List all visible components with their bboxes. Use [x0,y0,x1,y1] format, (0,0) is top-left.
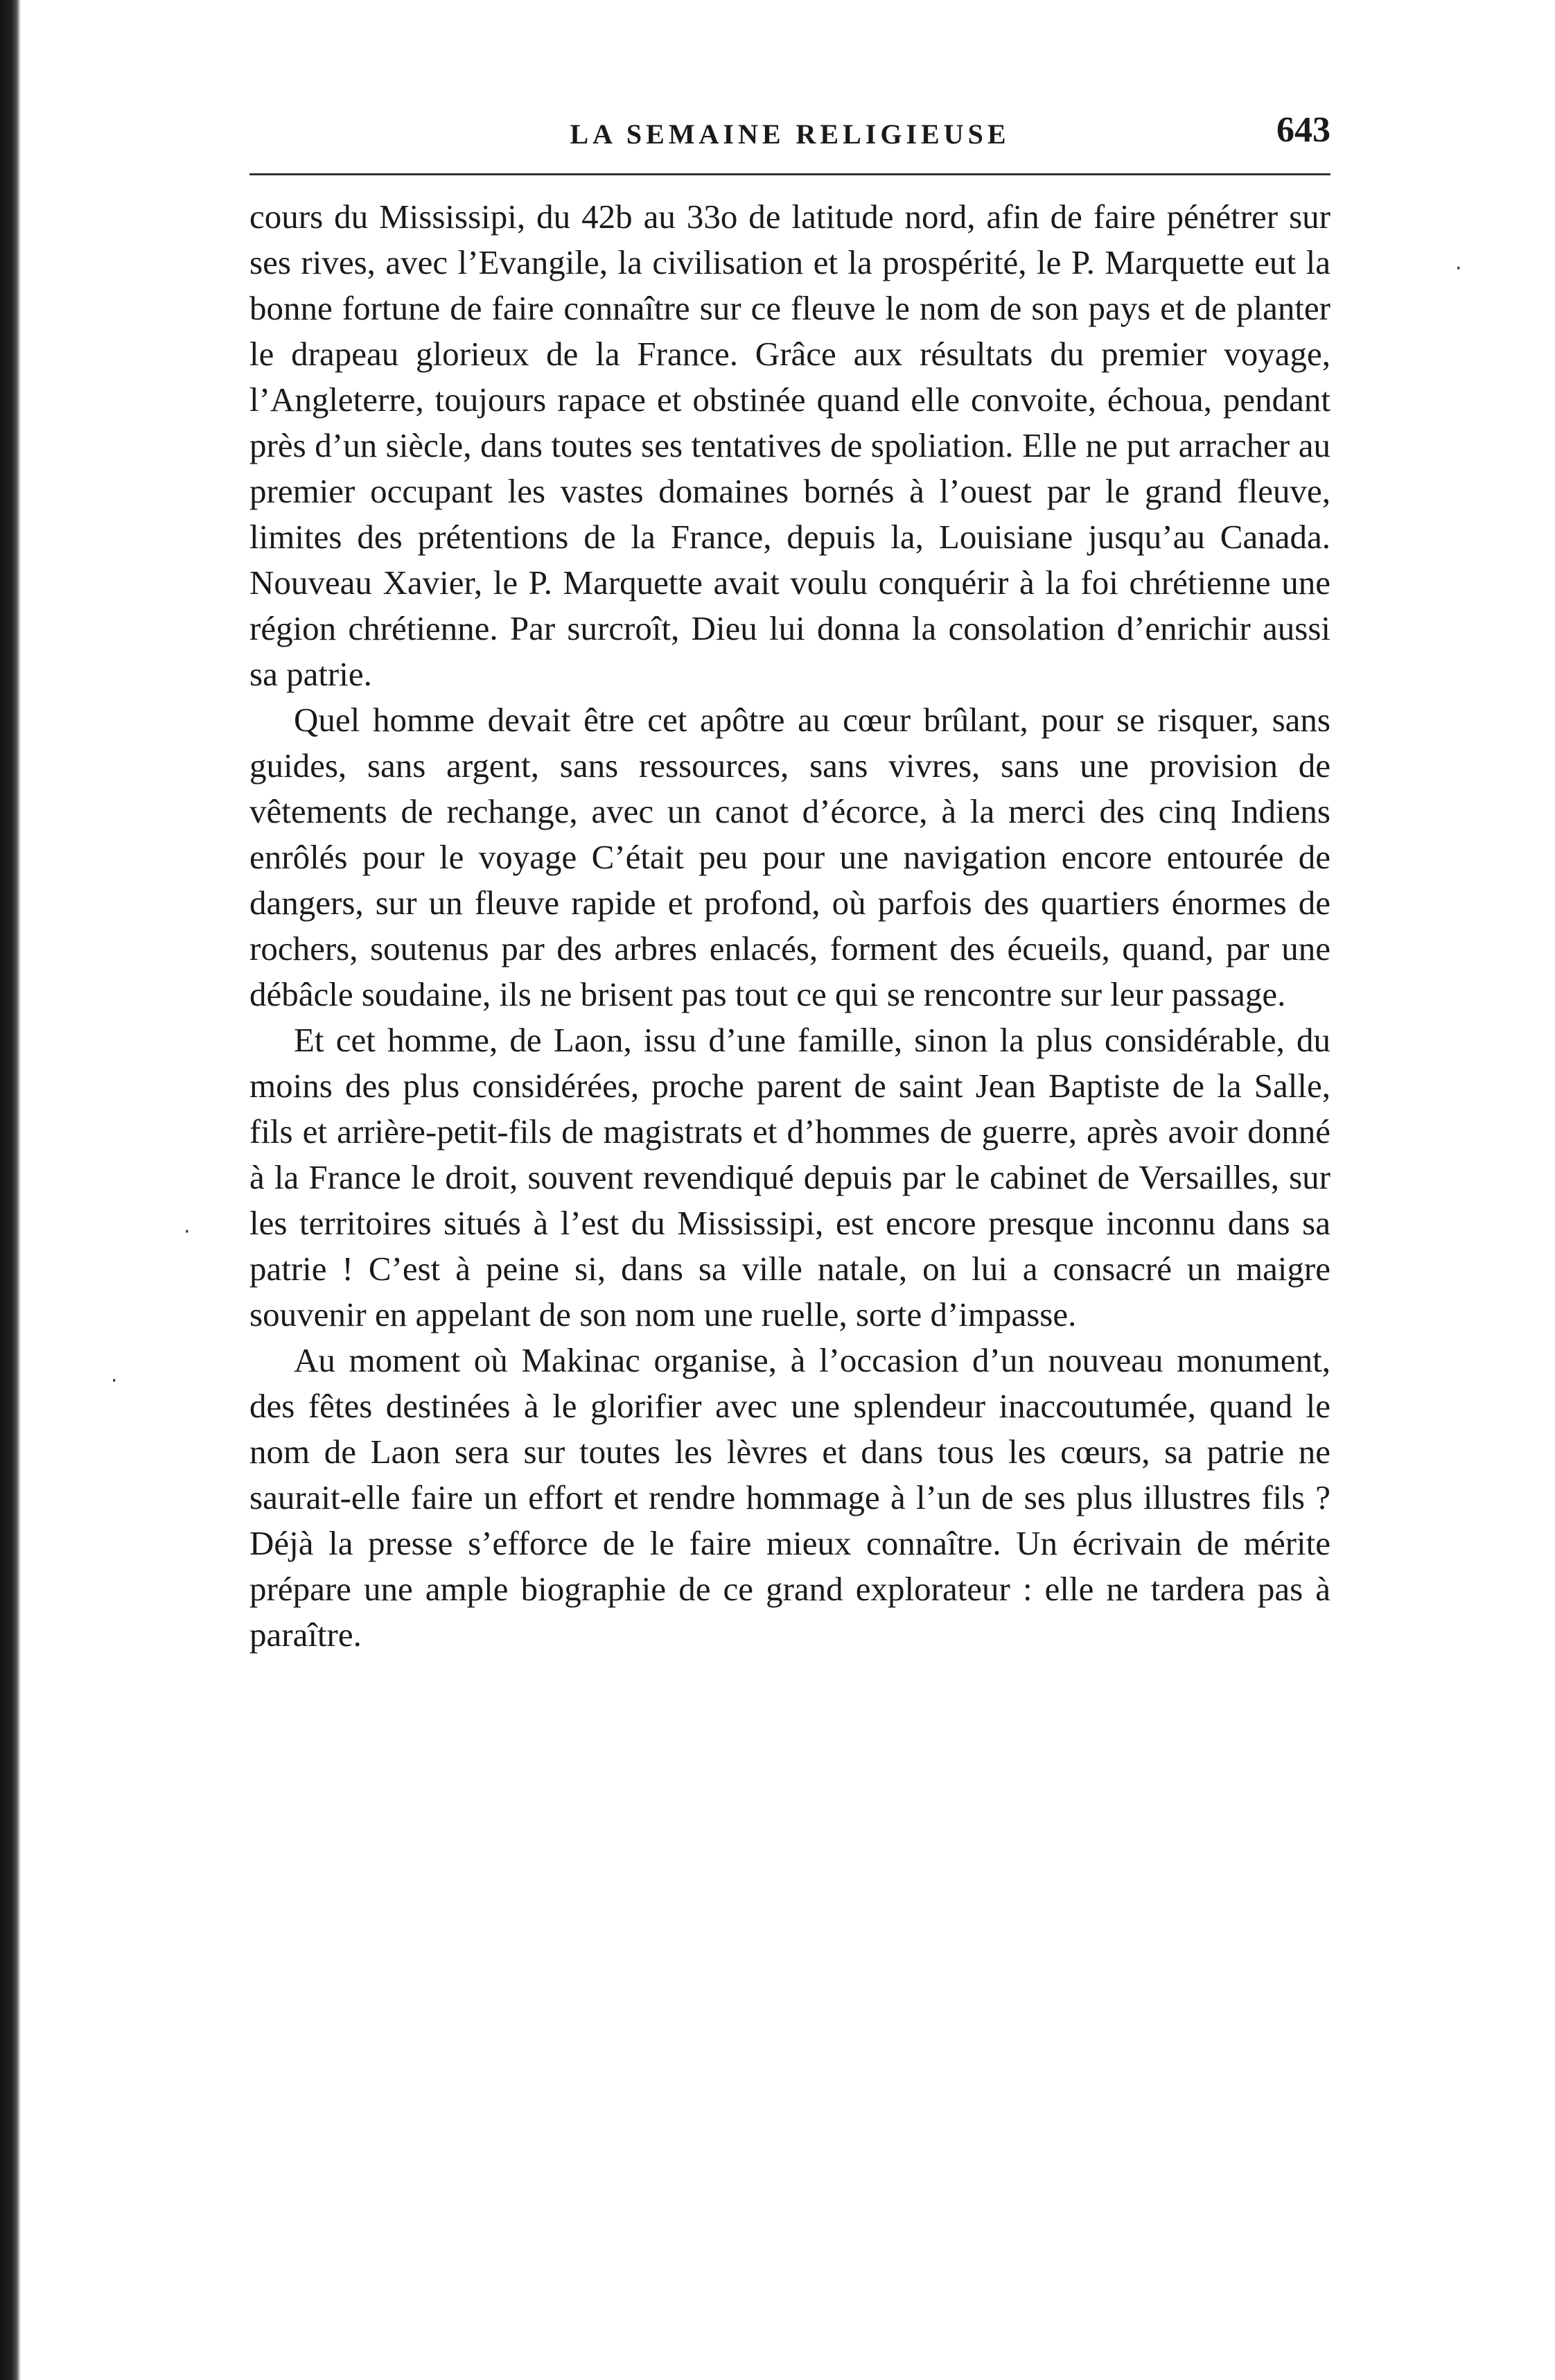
page-number: 643 [1276,110,1330,150]
body-text [249,194,1330,1658]
paragraph-4: Au moment où Makinac organise, à l’occasion d’un nouveau monument, des fêtes destinées à le glorifier avec une splendeur inaccoutumée, quand le nom de Laon sera sur toutes les lèvres et dans tous les cœurs, sa patrie ne saurait-elle faire un effort et rendre hommage à l’un de ses plus illustres fils ? Déjà la presse s’efforce de le faire mieux connaître. Un écrivain de mérite prépare une ample biographie de ce grand explorateur : elle ne tardera pas à paraître. [249,1341,1330,1654]
paragraph-1: cours du Mississipi, du 42b au 33o de latitude nord, afin de faire pénétrer sur ses rives, avec l’Evangile, la civilisation et la prospérité, le P. Marquette eut la bonne fortune de faire connaître sur ce fleuve le nom de son pays et de planter le drapeau glorieux de la France. Grâce aux résultats du premier voyage, l’Angleterre, toujours rapace et obstinée quand elle convoite, échoua, pendant près d’un siècle, dans toutes ses tentatives de spoliation. Elle ne put arracher au premier occupant les vastes domaines bornés à l’ouest par le grand fleuve, limites des prétentions de la France, depuis la, Louisiane jusqu’au Canada. Nouveau Xavier, le P. Marquette avait voulu conquérir à la foi chrétienne une région chrétienne. Par surcroît, Dieu lui donna la consolation d’enrichir aussi sa patrie. [249,198,1330,693]
scan-speck: · [111,1369,118,1393]
scan-speck: · [1455,256,1462,281]
paragraph-3: Et cet homme, de Laon, issu d’une famille, sinon la plus considérable, du moins des plus considérées, proche parent de saint Jean Baptiste de la Salle, fils et arrière-petit-fils de magistrats et d’hommes de guerre, après avoir donné à la France le droit, souvent revendiqué depuis par le cabinet de Versailles, sur les territoires situés à l’est du Mississipi, est encore presque inconnu dans sa patrie ! C’est à peine si, dans sa ville natale, on lui a consacré un maigre souvenir en appelant de son nom une ruelle, sorte d’impasse. [249,1021,1330,1333]
binding-edge [0,0,21,2380]
header-rule [249,173,1330,175]
page [249,104,1330,1658]
running-head [249,104,1330,166]
running-title: LA SEMAINE RELIGIEUSE [570,119,1010,150]
scan-speck: · [184,1220,191,1244]
paragraph-2: Quel homme devait être cet apôtre au cœur brûlant, pour se risquer, sans guides, sans argent, sans ressources, sans vivres, sans une provision de vêtements de rechange, avec un canot d’écorce, à la merci des cinq Indiens enrôlés pour le voyage C’était peu pour une navigation encore entourée de dangers, sur un fleuve rapide et profond, où parfois des quartiers énormes de rochers, soutenus par des arbres enlacés, forment des écueils, quand, par une débâcle soudaine, ils ne brisent pas tout ce qui se rencontre sur leur passage. [249,701,1330,1013]
